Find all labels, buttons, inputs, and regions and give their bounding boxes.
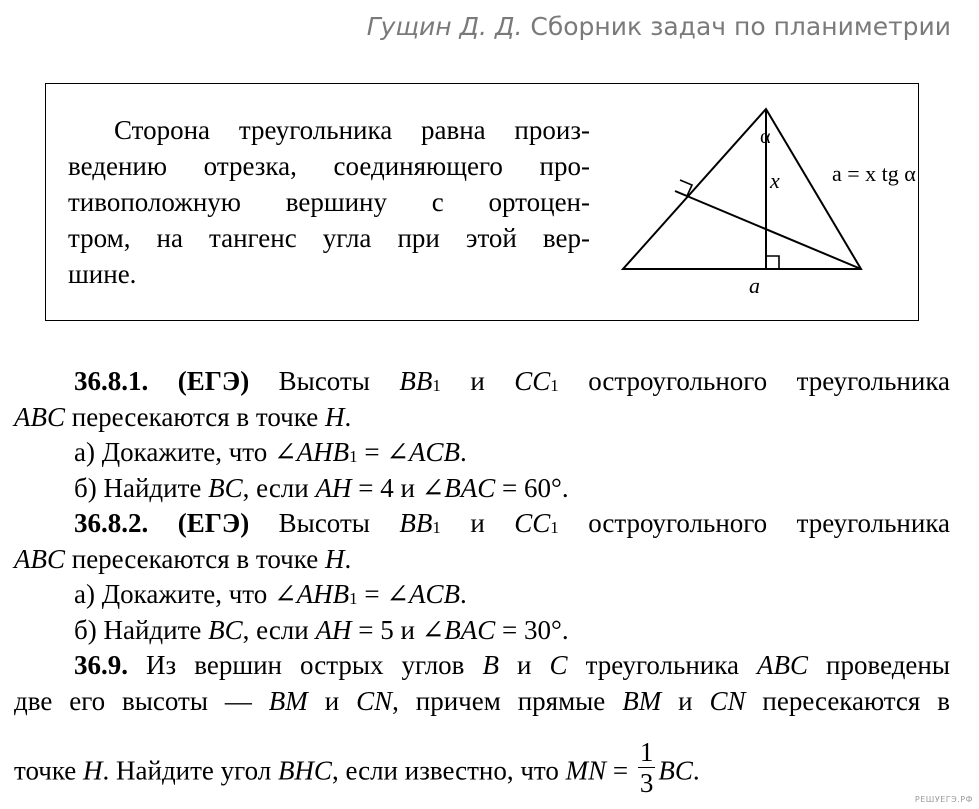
math: BC	[208, 472, 243, 503]
text: = ∠	[357, 579, 409, 609]
text: = 30°.	[495, 614, 569, 645]
theorem-line: Сторона треугольника равна произ-	[114, 115, 590, 145]
text: остроугольного треугольника	[558, 508, 951, 538]
fraction	[638, 737, 656, 798]
math: BAC	[444, 614, 496, 645]
math: AH	[315, 472, 352, 503]
math: ABC	[756, 650, 808, 680]
problem-36-8-2-part-b	[14, 613, 950, 649]
problem-36-9-line-2	[14, 684, 950, 720]
text: = 60°.	[495, 472, 569, 503]
theorem-text	[68, 112, 590, 292]
label-alpha: α	[760, 126, 771, 148]
text: , если	[242, 614, 316, 645]
text: =	[606, 755, 635, 786]
text: .	[692, 755, 700, 786]
text: а) Докажите, что ∠	[74, 579, 297, 609]
text: и	[440, 508, 515, 538]
math: BC	[658, 755, 693, 786]
theorem-line: ведению отрезка, соединяющего про-	[68, 151, 590, 181]
text: Высоты	[249, 508, 400, 538]
text: и	[661, 685, 710, 716]
text: б) Найдите	[74, 472, 209, 503]
formula-label: a = x tg α	[832, 161, 916, 186]
math: BM	[268, 685, 308, 716]
math: ACB	[408, 579, 460, 609]
subscript: 1	[349, 589, 358, 608]
text: точке	[14, 755, 84, 786]
math: ACB	[408, 437, 460, 467]
text: .	[459, 437, 467, 467]
problem-36-8-2-part-a	[14, 577, 950, 613]
subscript: 1	[550, 518, 559, 537]
math: BC	[208, 614, 243, 645]
subscript: 1	[550, 376, 559, 395]
text: проведены	[807, 650, 951, 680]
problem-number: 36.8.2. (ЕГЭ)	[74, 508, 250, 538]
text: = ∠	[357, 437, 409, 467]
book-header	[367, 12, 951, 41]
math: H	[324, 543, 345, 574]
text: пересекаются в	[745, 685, 950, 716]
text: .	[344, 543, 352, 574]
math: CC	[514, 366, 551, 396]
triangle-outline	[623, 109, 861, 269]
math: BM	[622, 685, 662, 716]
problem-36-9-line-1	[14, 648, 950, 684]
text: Из вершин острых углов	[128, 650, 483, 680]
text: треугольника	[567, 650, 757, 680]
author-name: Гущин Д. Д.	[366, 12, 523, 41]
watermark: РЕШУЕГЭ.РФ	[914, 795, 973, 804]
label-x: x	[770, 168, 780, 193]
book-title: Сборник задач по планиметрии	[530, 12, 951, 41]
text: Высоты	[249, 366, 400, 396]
problem-36-8-1-line-2	[14, 400, 950, 436]
math: BHC	[277, 755, 332, 786]
theorem-line: тром, на тангенс угла при этой вер-	[68, 223, 590, 253]
problem-36-8-2-line-1	[14, 506, 950, 542]
problem-36-8-2-line-2	[14, 542, 950, 578]
text: а) Докажите, что ∠	[74, 437, 297, 467]
triangle-figure	[616, 99, 916, 299]
text: = 5 и ∠	[351, 614, 445, 645]
text: пересекаются в точке	[65, 543, 325, 574]
text: . Найдите угол	[102, 755, 278, 786]
math: CN	[709, 685, 746, 716]
problems-section	[14, 364, 950, 797]
fraction-numerator: 1	[639, 737, 654, 767]
text: , если известно, что	[331, 755, 566, 786]
math: ABC	[14, 401, 65, 432]
math: ABC	[14, 543, 65, 574]
math: CC	[514, 508, 551, 538]
text: остроугольного треугольника	[558, 366, 951, 396]
subscript: 1	[349, 447, 358, 466]
text: .	[459, 579, 467, 609]
problem-number: 36.9.	[74, 650, 128, 680]
subscript: 1	[432, 518, 441, 537]
math: BB	[399, 508, 433, 538]
label-a: a	[749, 273, 760, 298]
text: .	[344, 401, 352, 432]
problem-36-8-1-part-a	[14, 435, 950, 471]
math: MN	[565, 755, 607, 786]
text: , причем прямые	[392, 685, 623, 716]
text: пересекаются в точке	[65, 401, 325, 432]
text: и	[498, 650, 550, 680]
math: C	[549, 650, 568, 680]
right-angle-mark-base	[766, 256, 779, 269]
second-altitude-line	[675, 191, 861, 269]
theorem-line: шине.	[68, 259, 137, 289]
fraction-denominator: 3	[639, 768, 654, 798]
problem-36-8-1-part-b	[14, 471, 950, 507]
math: AH	[315, 614, 352, 645]
text: б) Найдите	[74, 614, 209, 645]
text: = 4 и ∠	[351, 472, 445, 503]
text: две его высоты —	[14, 685, 269, 716]
subscript: 1	[432, 376, 441, 395]
math: H	[324, 401, 345, 432]
math: B	[482, 650, 499, 680]
problem-number: 36.8.1. (ЕГЭ)	[74, 366, 250, 396]
math: AHB	[296, 579, 350, 609]
text: и	[440, 366, 515, 396]
text: , если	[242, 472, 316, 503]
problem-36-9-line-3	[14, 723, 950, 797]
math: CN	[356, 685, 393, 716]
math: BAC	[444, 472, 496, 503]
math: H	[83, 755, 103, 786]
text: и	[307, 685, 357, 716]
theorem-line: тивоположную вершину с ортоцен-	[68, 187, 590, 217]
problem-36-8-1-line-1	[14, 364, 950, 400]
theorem-box	[45, 83, 919, 321]
math: BB	[399, 366, 433, 396]
math: AHB	[296, 437, 350, 467]
